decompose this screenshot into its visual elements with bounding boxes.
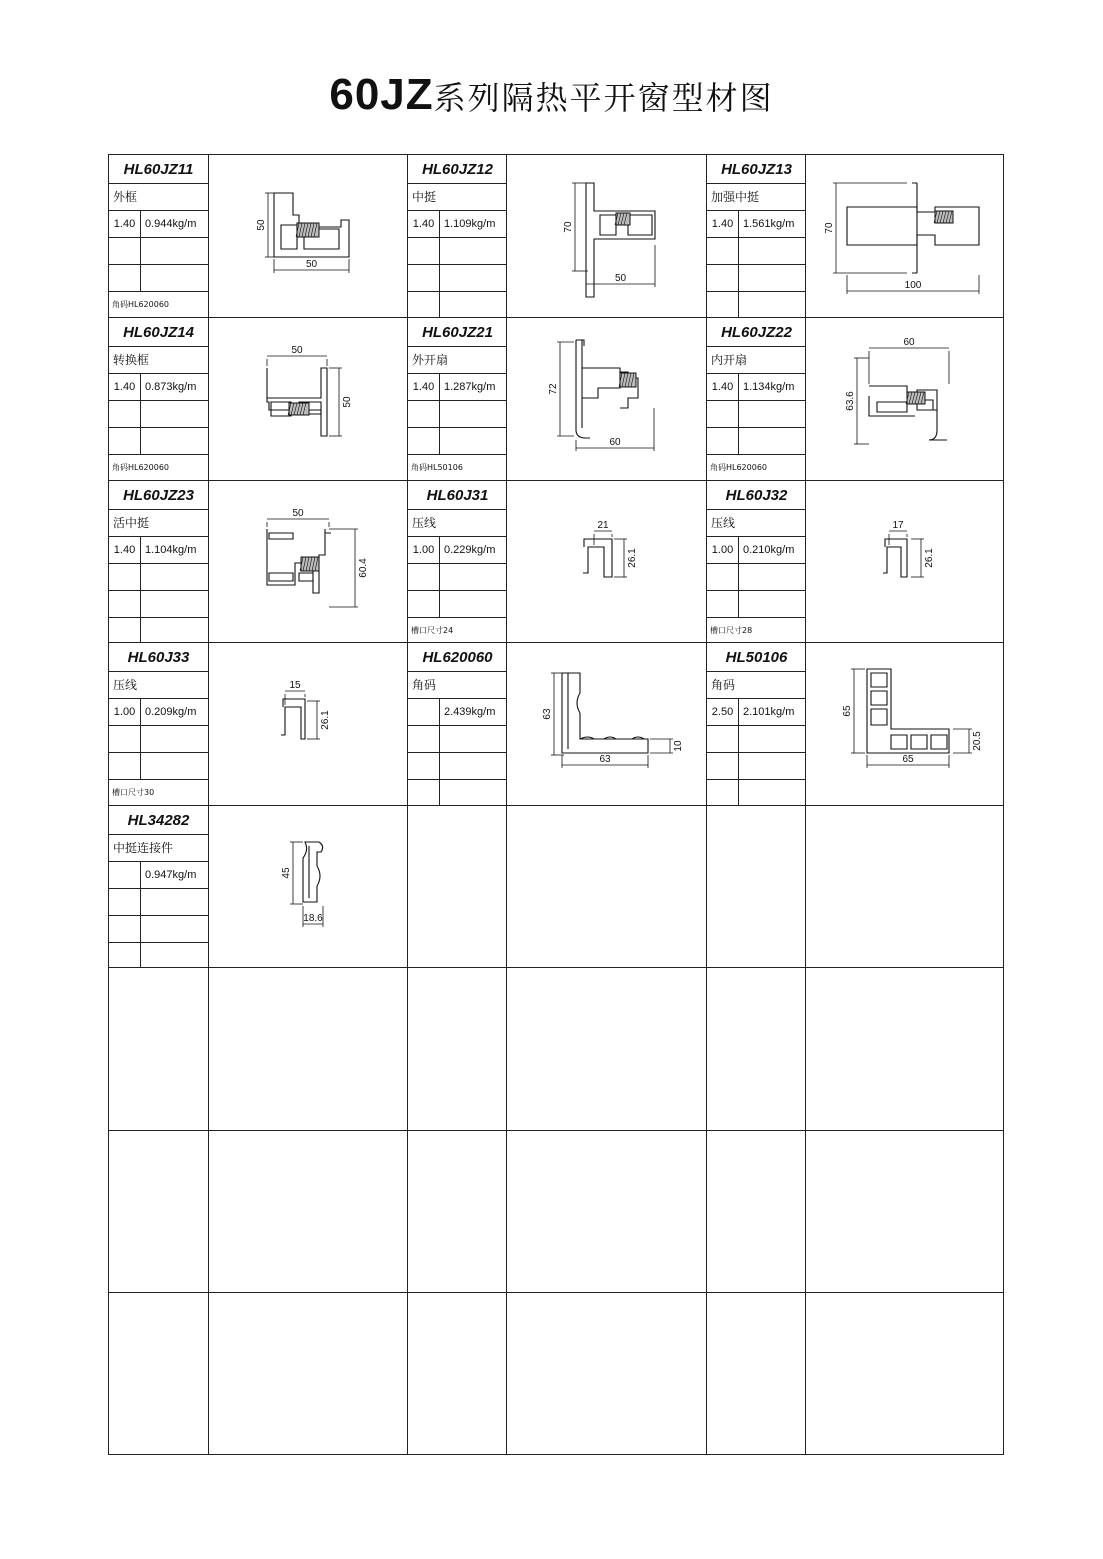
profile-name: 中挺 bbox=[408, 184, 507, 211]
profile-info bbox=[109, 481, 208, 644]
dimension-label: 21 bbox=[597, 520, 609, 531]
thermal-break-strip bbox=[296, 223, 319, 237]
profile-info bbox=[707, 643, 806, 806]
profile-weight: 0.947kg/m bbox=[145, 869, 197, 881]
profile-info bbox=[109, 155, 208, 318]
profile-outline bbox=[303, 842, 323, 902]
profile-weight: 0.210kg/m bbox=[743, 544, 795, 556]
dimension-v bbox=[824, 183, 907, 273]
spec-row bbox=[707, 699, 806, 726]
profile-outline bbox=[847, 207, 979, 245]
profile-name: 加强中挺 bbox=[707, 184, 806, 211]
dimension-label: 15 bbox=[289, 680, 301, 691]
profile-outline bbox=[562, 673, 648, 753]
spec-row bbox=[408, 265, 507, 292]
dimension-label: 50 bbox=[291, 345, 303, 356]
dimension-label: 63.6 bbox=[845, 391, 856, 411]
dimension-h bbox=[847, 275, 979, 294]
dimension-h bbox=[867, 754, 949, 768]
spec-row-last bbox=[408, 780, 507, 805]
profile-note: 角码HL620060 bbox=[710, 463, 768, 472]
profile-drawing bbox=[807, 481, 1006, 644]
spec-row bbox=[707, 238, 806, 265]
profile-thickness: 1.40 bbox=[109, 374, 141, 400]
dimension-label: 26.1 bbox=[320, 710, 331, 730]
profile-info bbox=[109, 806, 208, 969]
dimension-label: 20.5 bbox=[972, 731, 983, 751]
spec-row bbox=[707, 726, 806, 753]
profile-table bbox=[108, 154, 1004, 1455]
dimension-v bbox=[329, 368, 353, 436]
dimension-v bbox=[542, 673, 564, 755]
spec-row bbox=[707, 401, 806, 428]
profile-code: HL60J32 bbox=[707, 481, 806, 510]
dimension-label: 63 bbox=[599, 754, 611, 765]
profile-thickness: 1.40 bbox=[408, 374, 440, 400]
profile-weight: 0.873kg/m bbox=[145, 381, 197, 393]
spec-row-last bbox=[408, 292, 507, 317]
profile-note: 槽口尺寸24 bbox=[411, 626, 454, 635]
thermal-break-strip bbox=[288, 403, 309, 415]
spec-row bbox=[408, 591, 507, 618]
profile-code: HL620060 bbox=[408, 643, 507, 672]
profile-code: HL50106 bbox=[707, 643, 806, 672]
spec-row bbox=[707, 374, 806, 401]
profile-drawing bbox=[209, 155, 408, 318]
dimension-v bbox=[329, 529, 369, 607]
profile-thickness bbox=[109, 862, 141, 888]
profile-info bbox=[408, 155, 507, 318]
profile-name: 外开扇 bbox=[408, 347, 507, 374]
profile-code: HL60J33 bbox=[109, 643, 208, 672]
profile-code: HL60JZ14 bbox=[109, 318, 208, 347]
profile-thickness: 1.40 bbox=[707, 211, 739, 237]
dimension-v bbox=[614, 539, 638, 577]
profile-info bbox=[707, 481, 806, 644]
spec-row bbox=[408, 726, 507, 753]
spec-row bbox=[109, 591, 208, 618]
spec-row bbox=[408, 401, 507, 428]
dimension-h bbox=[267, 508, 329, 527]
profile-thickness: 1.00 bbox=[707, 537, 739, 563]
dimension-label: 100 bbox=[904, 280, 922, 291]
dimension-label: 72 bbox=[548, 383, 559, 395]
profile-code: HL34282 bbox=[109, 806, 208, 835]
dimension-label: 26.1 bbox=[627, 548, 638, 568]
profile-outline bbox=[912, 183, 917, 273]
spec-row bbox=[109, 699, 208, 726]
thermal-break-strip bbox=[619, 373, 636, 387]
profile-name: 外框 bbox=[109, 184, 208, 211]
profile-weight: 2.101kg/m bbox=[743, 706, 795, 718]
profile-outline bbox=[883, 539, 907, 577]
profile-drawing bbox=[209, 806, 408, 969]
dimension-label: 65 bbox=[842, 705, 853, 717]
profile-outline bbox=[267, 529, 331, 593]
dimension-label: 63 bbox=[542, 708, 553, 720]
dimension-label: 65 bbox=[902, 754, 914, 765]
spec-row-last bbox=[109, 618, 208, 643]
dimension-label: 50 bbox=[614, 273, 627, 284]
spec-row bbox=[408, 564, 507, 591]
profile-drawing bbox=[807, 318, 1006, 481]
spec-row bbox=[109, 374, 208, 401]
profile-info bbox=[109, 643, 208, 806]
profile-info bbox=[408, 643, 507, 806]
profile-code: HL60JZ21 bbox=[408, 318, 507, 347]
dimension-label: 70 bbox=[563, 221, 574, 233]
spec-row bbox=[707, 753, 806, 780]
profile-weight: 1.134kg/m bbox=[743, 381, 795, 393]
profile-thickness: 1.00 bbox=[109, 699, 141, 725]
profile-code: HL60JZ23 bbox=[109, 481, 208, 510]
profile-outline bbox=[583, 539, 612, 577]
profile-thickness: 1.40 bbox=[109, 537, 141, 563]
thermal-break-strip bbox=[906, 392, 925, 404]
profile-info bbox=[707, 318, 806, 481]
dimension-h bbox=[576, 408, 654, 451]
dimension-v bbox=[911, 539, 935, 577]
dimension-v bbox=[281, 842, 303, 904]
spec-row bbox=[707, 537, 806, 564]
profile-thickness: 1.00 bbox=[408, 537, 440, 563]
dimension-h bbox=[274, 259, 349, 273]
profile-name: 角码 bbox=[707, 672, 806, 699]
profile-code: HL60JZ12 bbox=[408, 155, 507, 184]
profile-outline bbox=[576, 340, 638, 438]
dimension-v bbox=[307, 701, 331, 739]
dimension-v bbox=[563, 183, 588, 271]
spec-row bbox=[408, 238, 507, 265]
profile-weight: 0.209kg/m bbox=[145, 706, 197, 718]
profile-name: 压线 bbox=[707, 510, 806, 537]
dimension-label: 70 bbox=[824, 222, 835, 234]
profile-weight: 0.229kg/m bbox=[444, 544, 496, 556]
dimension-label: 50 bbox=[305, 259, 318, 270]
profile-info bbox=[707, 155, 806, 318]
profile-note: 槽口尺寸28 bbox=[710, 626, 753, 635]
title-text: 系列隔热平开窗型材图 bbox=[433, 79, 774, 117]
dimension-label: 60.4 bbox=[358, 558, 369, 578]
dimension-v bbox=[548, 342, 574, 436]
spec-row bbox=[707, 564, 806, 591]
thermal-break-strip bbox=[300, 557, 319, 571]
dimension-v bbox=[842, 669, 865, 753]
profile-weight: 1.561kg/m bbox=[743, 218, 795, 230]
profile-drawing bbox=[508, 155, 707, 318]
profile-weight: 1.109kg/m bbox=[444, 218, 496, 230]
profile-thickness: 1.40 bbox=[707, 374, 739, 400]
profile-thickness bbox=[408, 699, 440, 725]
dimension-label: 10 bbox=[673, 740, 684, 752]
profile-note: 槽口尺寸30 bbox=[112, 788, 155, 797]
page-title bbox=[0, 70, 1103, 120]
profile-drawing bbox=[807, 643, 1006, 806]
spec-row bbox=[707, 211, 806, 238]
dimension-label: 26.1 bbox=[924, 548, 935, 568]
dimension-h bbox=[586, 245, 655, 287]
spec-row bbox=[109, 564, 208, 591]
profile-drawing bbox=[807, 155, 1006, 318]
dimension-h bbox=[562, 754, 648, 768]
dimension-v bbox=[256, 193, 274, 257]
spec-row bbox=[408, 374, 507, 401]
profile-drawing bbox=[508, 318, 707, 481]
spec-row bbox=[109, 265, 208, 292]
spec-row bbox=[109, 211, 208, 238]
grid-line bbox=[109, 1292, 1003, 1293]
spec-row bbox=[109, 401, 208, 428]
profile-weight: 1.287kg/m bbox=[444, 381, 496, 393]
spec-row bbox=[109, 537, 208, 564]
dimension-h bbox=[594, 520, 612, 545]
profile-name: 转换框 bbox=[109, 347, 208, 374]
profile-thickness: 2.50 bbox=[707, 699, 739, 725]
dimension-v bbox=[650, 739, 684, 753]
dimension-label: 17 bbox=[892, 520, 904, 531]
profile-drawing bbox=[209, 643, 408, 806]
profile-outline bbox=[867, 669, 949, 753]
spec-row bbox=[408, 428, 507, 455]
dimension-h bbox=[285, 680, 305, 705]
profile-name: 内开扇 bbox=[707, 347, 806, 374]
profile-code: HL60J31 bbox=[408, 481, 507, 510]
dimension-h bbox=[303, 906, 323, 927]
profile-weight: 1.104kg/m bbox=[145, 544, 197, 556]
grid-line bbox=[109, 1130, 1003, 1131]
profile-drawing bbox=[209, 318, 408, 481]
dimension-h bbox=[889, 520, 907, 545]
spec-row-last bbox=[707, 780, 806, 805]
profile-code: HL60JZ11 bbox=[109, 155, 208, 184]
profile-name: 压线 bbox=[109, 672, 208, 699]
profile-info bbox=[408, 481, 507, 644]
profile-drawing bbox=[508, 481, 707, 644]
dimension-label: 60 bbox=[609, 437, 621, 448]
profile-drawing bbox=[508, 643, 707, 806]
profile-name: 角码 bbox=[408, 672, 507, 699]
profile-weight: 2.439kg/m bbox=[444, 706, 496, 718]
spec-row bbox=[408, 699, 507, 726]
dimension-label: 18.6 bbox=[303, 913, 323, 924]
dimension-v bbox=[953, 729, 983, 753]
profile-name: 活中挺 bbox=[109, 510, 208, 537]
thermal-break-strip bbox=[615, 213, 630, 225]
dimension-h bbox=[869, 337, 949, 384]
profile-drawing bbox=[209, 481, 408, 644]
profile-info bbox=[408, 318, 507, 481]
dimension-label: 50 bbox=[256, 219, 267, 231]
dimension-label: 50 bbox=[342, 396, 353, 408]
dimension-v bbox=[845, 358, 869, 444]
profile-name: 中挺连接件 bbox=[109, 835, 208, 862]
profile-weight: 0.944kg/m bbox=[145, 218, 197, 230]
dimension-h bbox=[267, 345, 327, 366]
spec-row bbox=[408, 211, 507, 238]
spec-row bbox=[707, 591, 806, 618]
spec-row bbox=[707, 428, 806, 455]
spec-row bbox=[109, 753, 208, 780]
title-series: 60JZ bbox=[329, 70, 434, 119]
spec-row bbox=[109, 726, 208, 753]
profile-info bbox=[109, 318, 208, 481]
profile-thickness: 1.40 bbox=[109, 211, 141, 237]
spec-row bbox=[109, 916, 208, 943]
profile-note: 角码HL620060 bbox=[112, 300, 170, 309]
spec-row bbox=[408, 537, 507, 564]
thermal-break-strip bbox=[934, 211, 953, 223]
profile-code: HL60JZ22 bbox=[707, 318, 806, 347]
profile-code: HL60JZ13 bbox=[707, 155, 806, 184]
spec-row bbox=[707, 265, 806, 292]
dimension-label: 45 bbox=[281, 867, 292, 879]
profile-thickness: 1.40 bbox=[408, 211, 440, 237]
spec-row bbox=[109, 238, 208, 265]
profile-name: 压线 bbox=[408, 510, 507, 537]
spec-row bbox=[109, 428, 208, 455]
spec-row bbox=[109, 862, 208, 889]
spec-row bbox=[109, 889, 208, 916]
profile-note: 角码HL50106 bbox=[411, 463, 463, 472]
spec-row-last bbox=[109, 943, 208, 968]
profile-note: 角码HL620060 bbox=[112, 463, 170, 472]
dimension-label: 50 bbox=[292, 508, 304, 519]
spec-row-last bbox=[707, 292, 806, 317]
spec-row bbox=[408, 753, 507, 780]
dimension-label: 60 bbox=[903, 337, 915, 348]
